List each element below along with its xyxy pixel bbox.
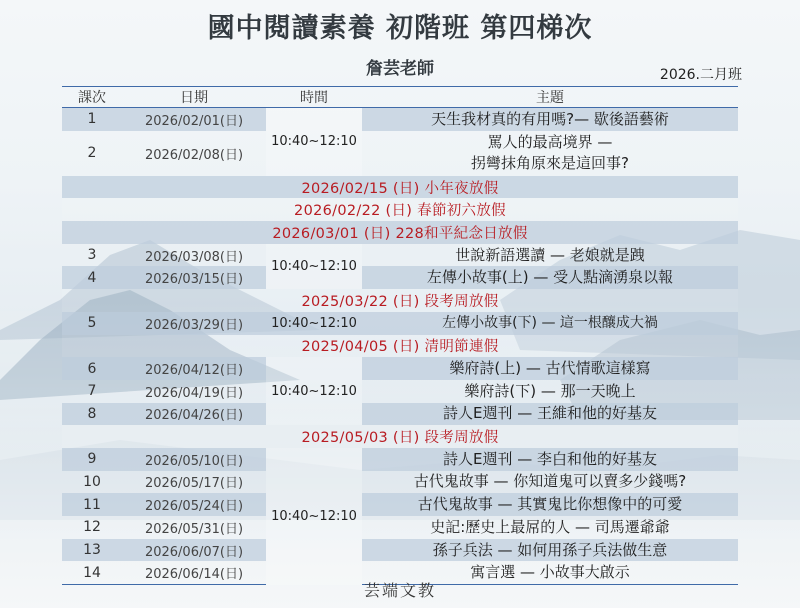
lesson-date: 2026/04/12(日)	[122, 357, 266, 380]
lesson-number: 1	[62, 108, 122, 131]
lesson-number: 6	[62, 357, 122, 380]
header-lesson: 課次	[62, 87, 122, 108]
lesson-time: 10:40~12:10	[266, 357, 362, 425]
lesson-number: 13	[62, 539, 122, 562]
lesson-time: 10:40~12:10	[266, 244, 362, 289]
footer-brand: 芸端文教	[363, 581, 436, 600]
lesson-topic: 詩人E週刊 — 李白和他的好基友	[362, 448, 738, 471]
lesson-topic: 世說新語選讀 — 老娘就是跩	[455, 245, 645, 264]
table-row	[62, 493, 738, 516]
holiday-row	[62, 289, 738, 312]
lesson-number: 3	[87, 247, 97, 264]
lesson-date: 2026/05/24(日)	[122, 493, 266, 516]
header-time: 時間	[266, 87, 362, 108]
holiday-notice: 2026/02/22 (日) 春節初六放假	[62, 198, 738, 221]
lesson-number: 2	[87, 145, 97, 162]
lesson-time: 10:40~12:10	[266, 108, 362, 176]
lesson-topic: 左傳小故事(上) — 受人點滴湧泉以報	[362, 266, 738, 289]
lesson-time: 10:40~12:10	[266, 448, 362, 585]
lesson-topic: 孫子兵法 — 如何用孫子兵法做生意	[362, 539, 738, 562]
lesson-topic: 樂府詩(上) — 古代情歌這樣寫	[362, 357, 738, 380]
lesson-number: 9	[62, 448, 122, 471]
holiday-notice: 2026/02/15 (日) 小年夜放假	[62, 176, 738, 199]
lesson-time: 10:40~12:10	[266, 312, 362, 335]
holiday-row	[62, 221, 738, 244]
lesson-number: 5	[62, 312, 122, 335]
table-row	[62, 448, 738, 471]
table-row	[62, 516, 738, 539]
lesson-topic: 天生我材真的有用嗎?— 歇後語藝術	[362, 108, 738, 131]
lesson-date: 2026/04/26(日)	[122, 403, 266, 426]
table-row	[62, 131, 738, 176]
lesson-topic: 寓言選 — 小故事大啟示	[362, 561, 738, 584]
lesson-number: 4	[62, 266, 122, 289]
lesson-date: 2026/05/10(日)	[122, 448, 266, 471]
lesson-topic	[362, 131, 738, 176]
holiday-row	[62, 425, 738, 448]
schedule-table	[62, 86, 738, 585]
lesson-topic: 左傳小故事(下) — 這一根釀成大禍	[362, 312, 738, 335]
holiday-notice: 2025/03/22 (日) 段考周放假	[62, 289, 738, 312]
lesson-date: 2026/05/17(日)	[144, 476, 244, 492]
table-row	[62, 357, 738, 380]
table-row	[62, 471, 738, 494]
lesson-date: 2026/04/19(日)	[144, 385, 244, 401]
table-row	[62, 403, 738, 426]
lesson-topic-line-2: 拐彎抹角原來是這回事?	[471, 154, 629, 173]
lesson-number: 8	[62, 403, 122, 426]
lesson-topic: 樂府詩(下) — 那一天晚上	[464, 381, 636, 400]
table-row	[62, 266, 738, 289]
holiday-notice: 2026/03/01 (日) 228和平紀念日放假	[62, 221, 738, 244]
lesson-number: 7	[87, 383, 97, 400]
table-row	[62, 312, 738, 335]
lesson-date: 2026/03/08(日)	[144, 249, 244, 265]
lesson-number: 12	[83, 519, 101, 536]
lesson-date: 2026/02/01(日)	[122, 108, 266, 131]
lesson-number: 14	[62, 561, 122, 584]
lesson-date: 2026/02/08(日)	[144, 147, 244, 163]
holiday-row	[62, 176, 738, 199]
holiday-row	[62, 198, 738, 221]
lesson-topic: 古代鬼故事 — 其實鬼比你想像中的可愛	[362, 493, 738, 516]
lesson-date: 2026/06/14(日)	[122, 561, 266, 584]
table-row	[62, 244, 738, 267]
header-date: 日期	[122, 87, 266, 108]
table-row	[62, 108, 738, 131]
term-label: 2026.二月班	[659, 67, 742, 83]
lesson-topic: 詩人E週刊 — 王維和他的好基友	[362, 403, 738, 426]
table-row	[62, 539, 738, 562]
lesson-number: 11	[62, 493, 122, 516]
teacher-name: 詹芸老師	[366, 59, 434, 79]
lesson-date: 2026/05/31(日)	[144, 521, 244, 537]
lesson-number: 10	[83, 473, 101, 490]
lesson-topic-line-1: 罵人的最高境界 —	[487, 133, 613, 152]
lesson-topic: 古代鬼故事 — 你知道鬼可以賣多少錢嗎?	[413, 472, 687, 491]
lesson-date: 2026/03/29(日)	[122, 312, 266, 335]
holiday-notice: 2025/04/05 (日) 清明節連假	[62, 335, 738, 358]
page-title: 國中閱讀素養 初階班 第四梯次	[207, 13, 593, 44]
lesson-topic: 史記:歷史上最屌的人 — 司馬遷爺爺	[430, 517, 670, 536]
holiday-notice: 2025/05/03 (日) 段考周放假	[62, 425, 738, 448]
table-header-row	[62, 87, 738, 108]
lesson-date: 2026/03/15(日)	[122, 266, 266, 289]
holiday-row	[62, 335, 738, 358]
header-topic: 主題	[362, 87, 738, 108]
lesson-date: 2026/06/07(日)	[122, 539, 266, 562]
table-row	[62, 380, 738, 403]
